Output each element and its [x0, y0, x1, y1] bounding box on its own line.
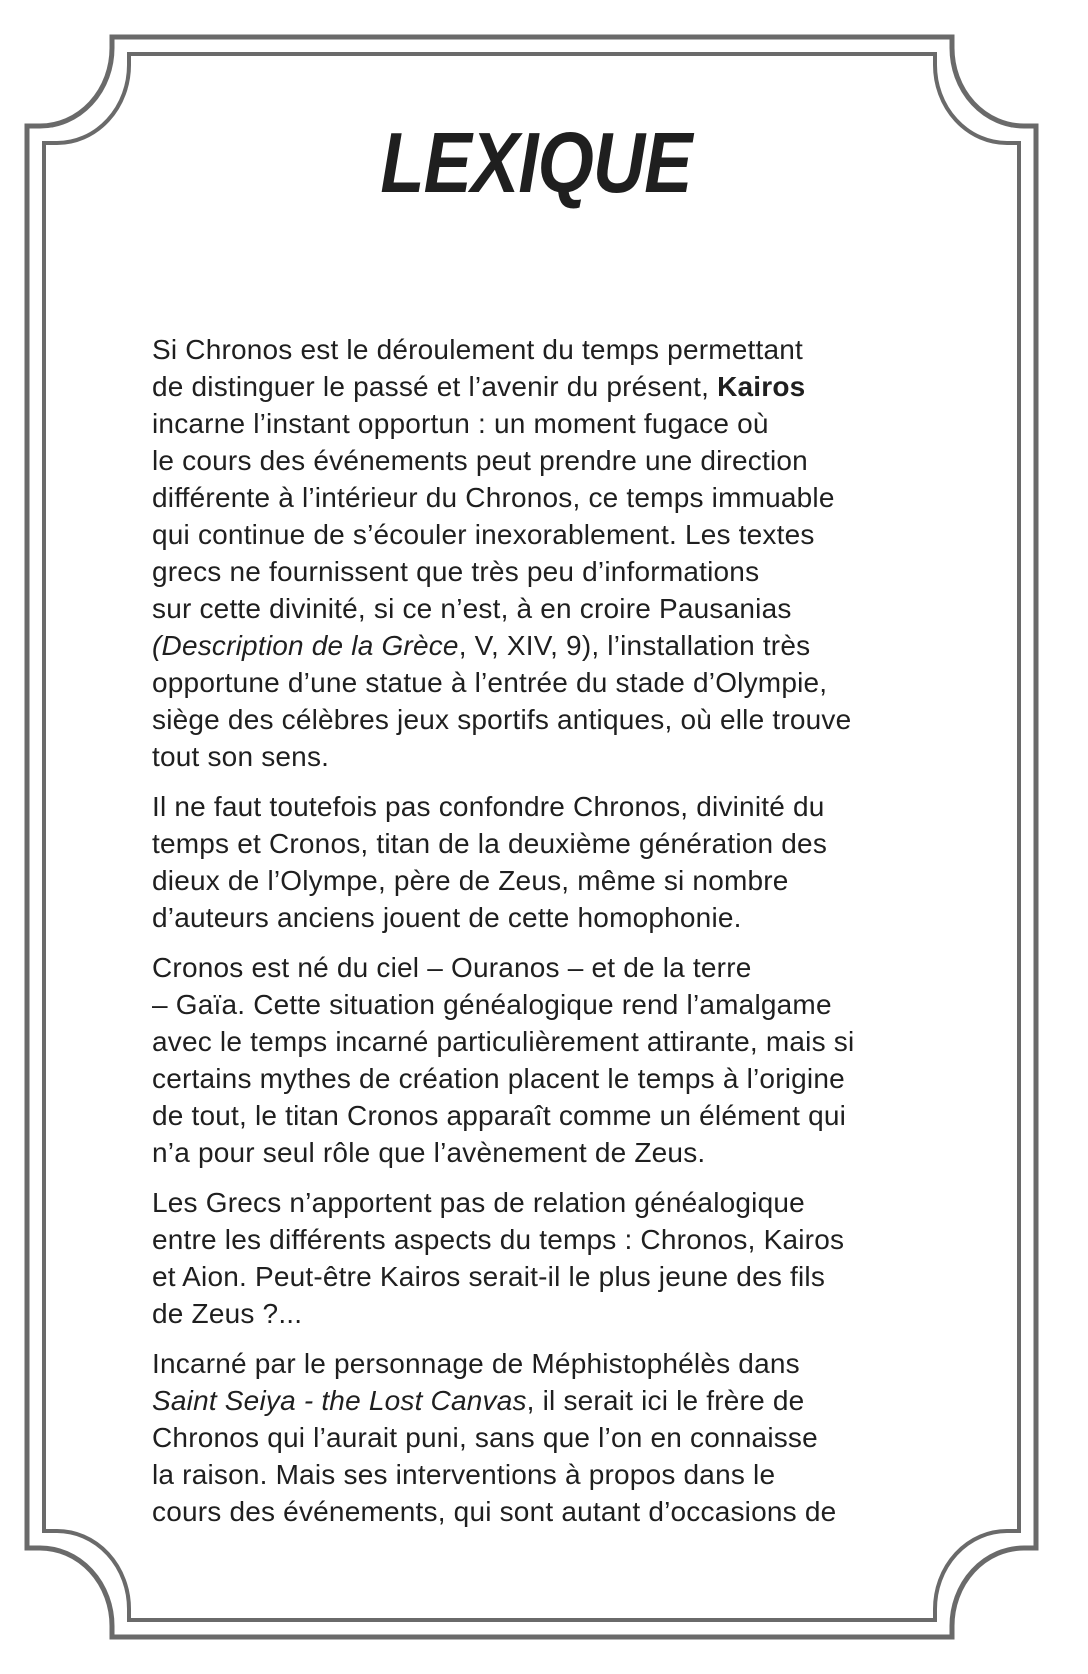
text-line: [152, 1134, 982, 1171]
text-segment: Incarné par le personnage de Méphistophélès dans: [152, 1348, 800, 1379]
text-line: [152, 825, 982, 862]
text-segment: sur cette divinité, si ce n’est, à en croire Pausanias: [152, 593, 792, 624]
text-line: [152, 1456, 982, 1493]
paragraph: [152, 1184, 982, 1332]
text-line: [152, 899, 982, 936]
text-line: [152, 1060, 982, 1097]
text-segment: n’a pour seul rôle que l’avènement de Zeus.: [152, 1137, 706, 1168]
page-title: LEXIQUE: [380, 116, 692, 211]
italic-work-title: (Description de la Grèce: [152, 630, 459, 661]
text-line: [152, 442, 982, 479]
text-segment: de distinguer le passé et l’avenir du présent,: [152, 371, 718, 402]
italic-work-title: Saint Seiya - the Lost Canvas: [152, 1385, 527, 1416]
text-segment: d’auteurs anciens jouent de cette homophonie.: [152, 902, 742, 933]
text-line: [152, 405, 982, 442]
text-line: [152, 986, 982, 1023]
lexicon-text: [152, 331, 982, 1530]
text-line: [152, 664, 982, 701]
text-segment: , V, XIV, 9), l’installation très: [458, 630, 811, 661]
text-segment: Il ne faut toutefois pas confondre Chronos, divinité du: [152, 791, 825, 822]
text-line: [152, 479, 982, 516]
text-segment: avec le temps incarné particulièrement attirante, mais si: [152, 1026, 855, 1057]
text-line: [152, 701, 982, 738]
text-segment: dieux de l’Olympe, père de Zeus, même si nombre: [152, 865, 789, 896]
text-line: [152, 1258, 982, 1295]
text-line: [152, 738, 982, 775]
text-line: [152, 1419, 982, 1456]
text-segment: , il serait ici le frère de: [526, 1385, 805, 1416]
text-line: [152, 627, 982, 664]
paragraph: [152, 949, 982, 1171]
paragraph: [152, 331, 982, 775]
text-segment: opportune d’une statue à l’entrée du stade d’Olympie,: [152, 667, 828, 698]
text-segment: siège des célèbres jeux sportifs antiques, où elle trouve: [152, 704, 852, 735]
text-segment: incarne l’instant opportun : un moment fugace où: [152, 408, 769, 439]
text-segment: qui continue de s’écouler inexorablement. Les textes: [152, 519, 815, 550]
text-segment: certains mythes de création placent le temps à l’origine: [152, 1063, 845, 1094]
text-line: [152, 1382, 982, 1419]
text-segment: Cronos est né du ciel – Ouranos – et de la terre: [152, 952, 752, 983]
text-line: [152, 1493, 982, 1530]
text-line: [152, 1221, 982, 1258]
text-line: [152, 368, 982, 405]
text-segment: cours des événements, qui sont autant d’occasions de: [152, 1496, 837, 1527]
text-line: [152, 1023, 982, 1060]
bold-term: Kairos: [717, 371, 806, 402]
text-line: [152, 590, 982, 627]
text-segment: et Aion. Peut-être Kairos serait-il le plus jeune des fils: [152, 1261, 826, 1292]
text-segment: temps et Cronos, titan de la deuxième génération des: [152, 828, 828, 859]
paragraph: [152, 788, 982, 936]
text-segment: entre les différents aspects du temps : Chronos, Kairos: [152, 1224, 845, 1255]
text-line: [152, 1345, 982, 1382]
text-segment: Chronos qui l’aurait puni, sans que l’on en connaisse: [152, 1422, 818, 1453]
text-line: [152, 1295, 982, 1332]
text-segment: tout son sens.: [152, 741, 330, 772]
text-line: [152, 553, 982, 590]
text-line: [152, 862, 982, 899]
text-segment: différente à l’intérieur du Chronos, ce temps immuable: [152, 482, 835, 513]
text-line: [152, 1184, 982, 1221]
text-segment: grecs ne fournissent que très peu d’informations: [152, 556, 760, 587]
text-line: [152, 516, 982, 553]
text-segment: la raison. Mais ses interventions à propos dans le: [152, 1459, 776, 1490]
paragraph: [152, 1345, 982, 1530]
text-segment: Si Chronos est le déroulement du temps permettant: [152, 334, 804, 365]
text-segment: – Gaïa. Cette situation généalogique rend l’amalgame: [152, 989, 832, 1020]
text-segment: le cours des événements peut prendre une direction: [152, 445, 808, 476]
text-line: [152, 331, 982, 368]
text-line: [152, 1097, 982, 1134]
text-segment: Les Grecs n’apportent pas de relation généalogique: [152, 1187, 805, 1218]
text-line: [152, 949, 982, 986]
text-line: [152, 788, 982, 825]
text-segment: de Zeus ?...: [152, 1298, 303, 1329]
text-segment: de tout, le titan Cronos apparaît comme un élément qui: [152, 1100, 847, 1131]
